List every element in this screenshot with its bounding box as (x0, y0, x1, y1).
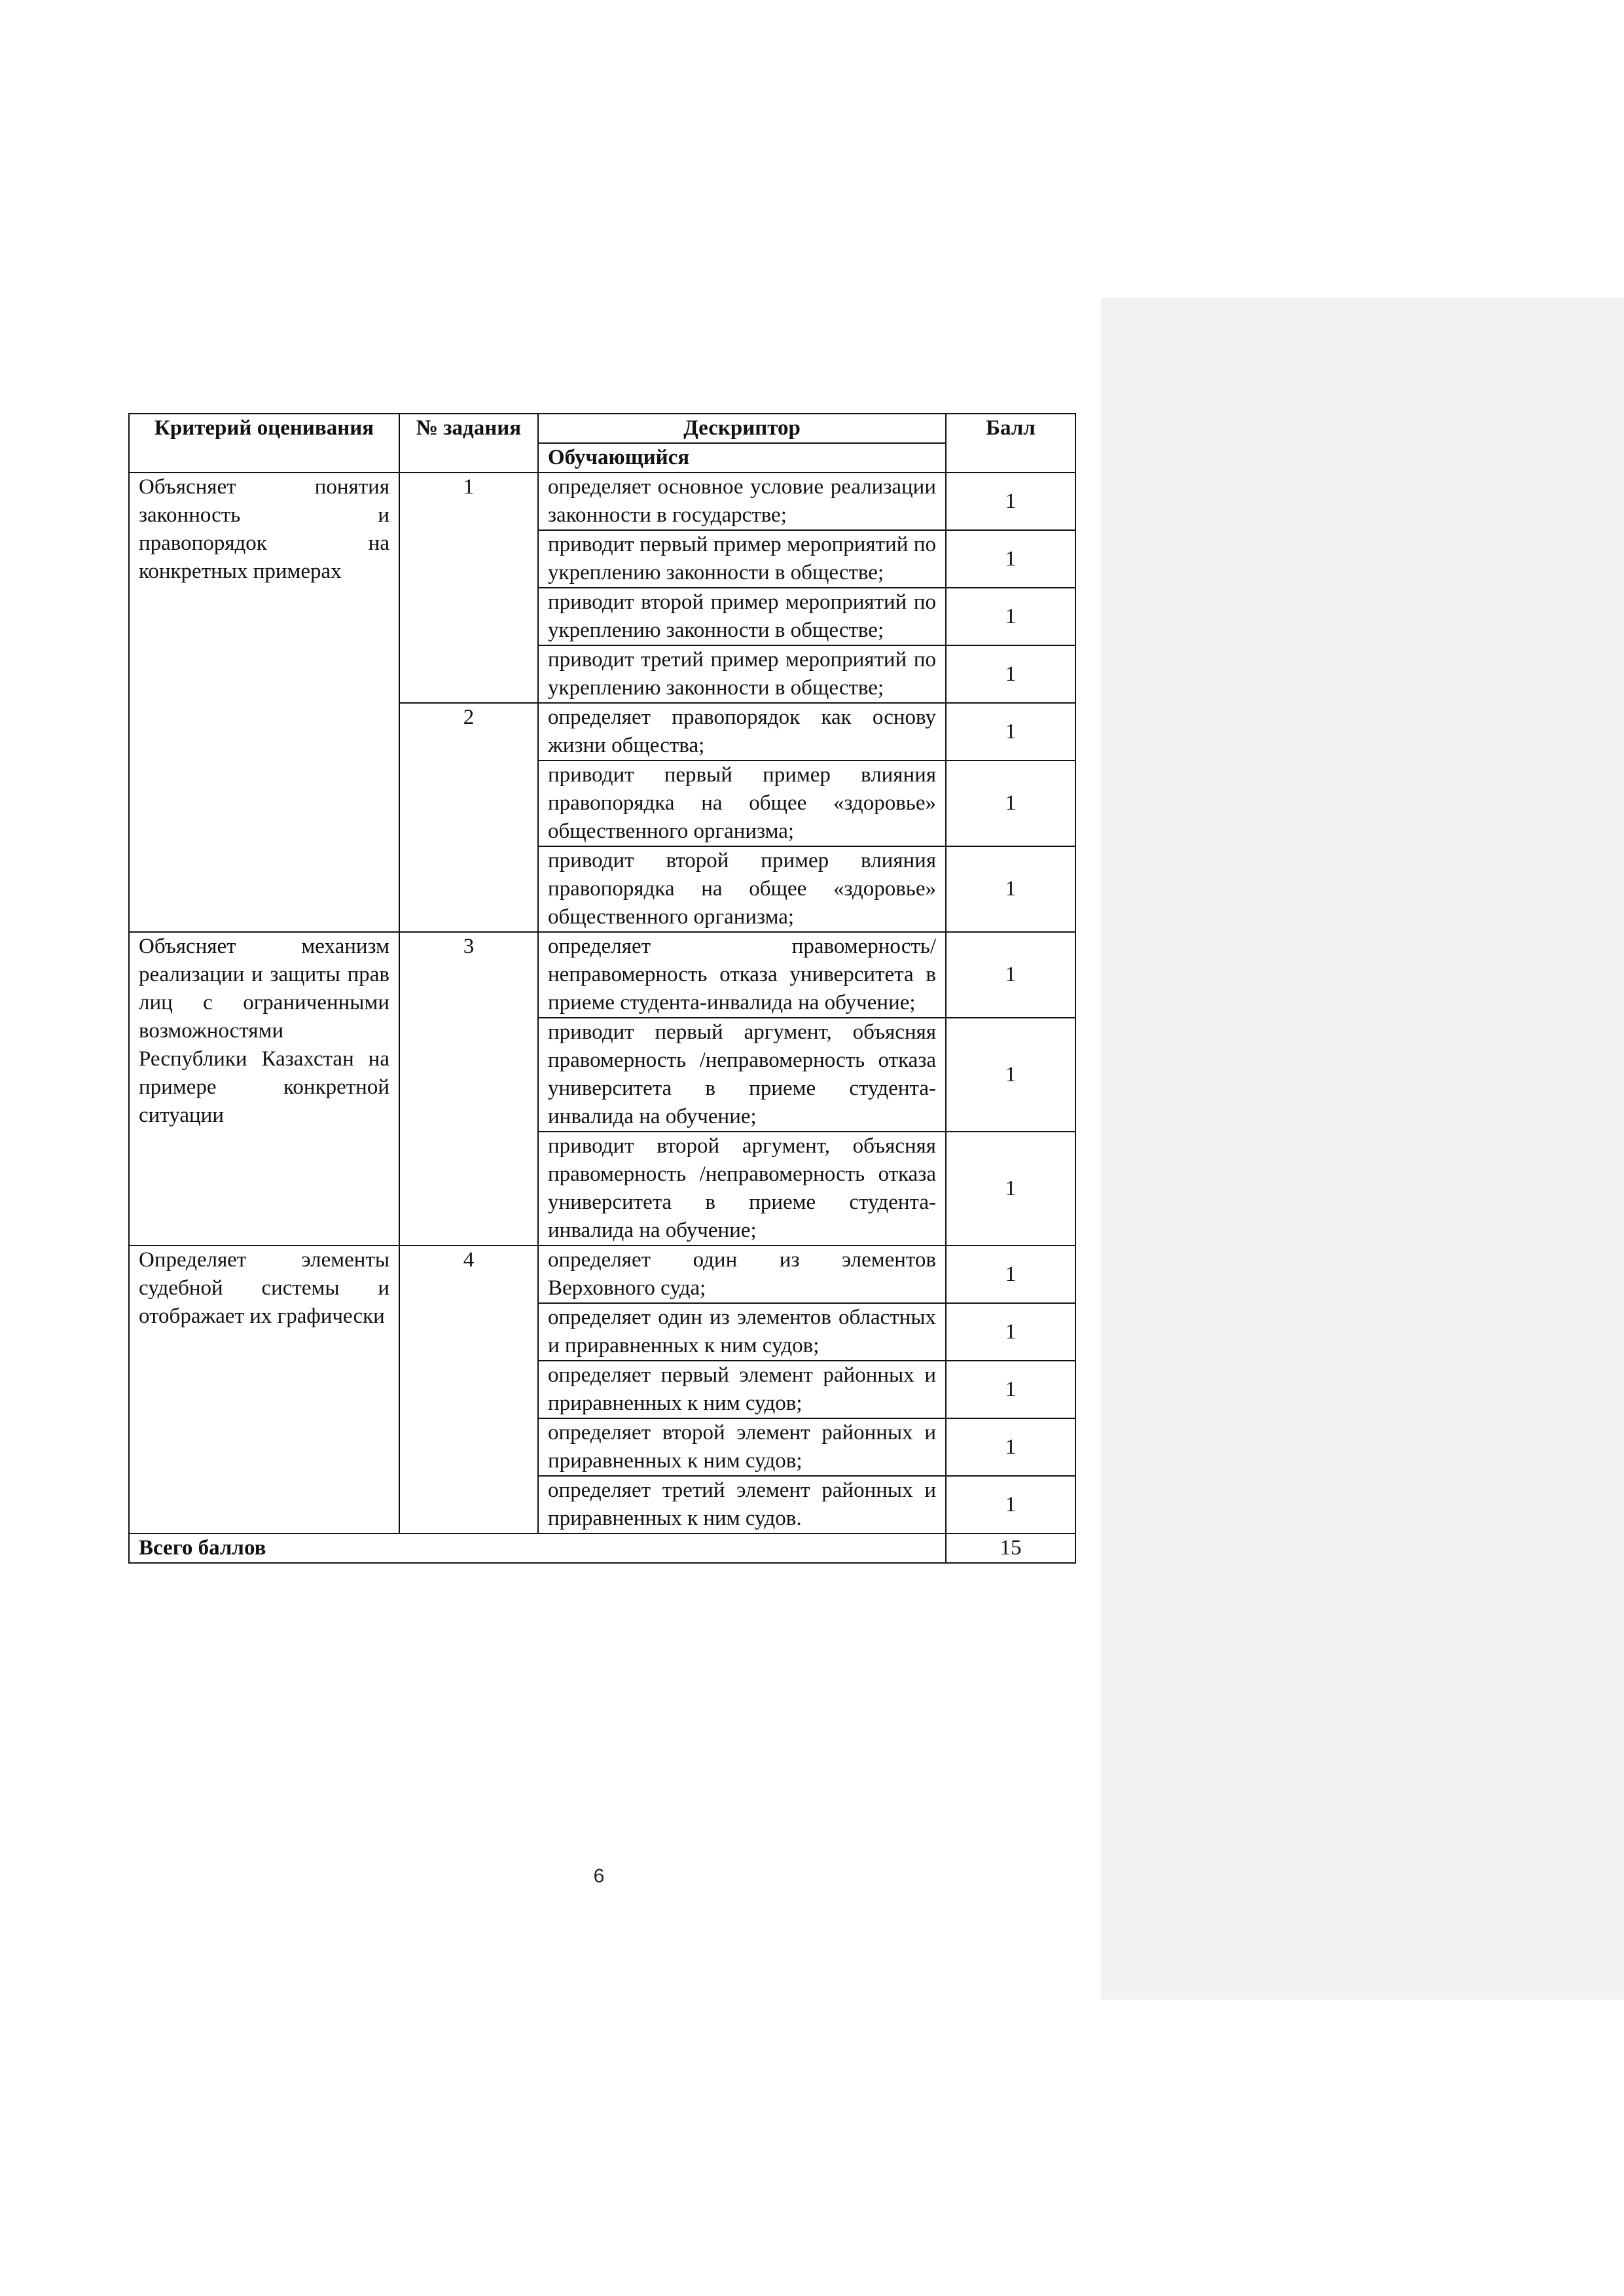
score-cell: 1 (946, 761, 1075, 846)
comment-pane (1101, 298, 1624, 2000)
header-score: Балл (946, 414, 1075, 473)
task-number-cell: 4 (399, 1246, 538, 1534)
task-number-cell: 3 (399, 932, 538, 1246)
score-cell: 1 (946, 1132, 1075, 1246)
table-row (129, 1246, 1075, 1303)
task-number-cell: 1 (399, 473, 538, 703)
task-number-cell: 2 (399, 703, 538, 932)
criterion-cell: Определяет элементы судебной системы и отображает их графически (129, 1246, 399, 1534)
table-row (129, 932, 1075, 1018)
score-cell: 1 (946, 1018, 1075, 1132)
score-cell: 1 (946, 473, 1075, 530)
score-cell: 1 (946, 1418, 1075, 1476)
score-cell: 1 (946, 932, 1075, 1018)
header-row (129, 414, 1075, 443)
total-row (129, 1534, 1075, 1563)
descriptor-cell: определяет третий элемент районных и приравненных к ним судов. (538, 1476, 946, 1534)
header-task-number: № задания (399, 414, 538, 473)
descriptor-cell: определяет второй элемент районных и приравненных к ним судов; (538, 1418, 946, 1476)
score-cell: 1 (946, 1361, 1075, 1418)
descriptor-cell: определяет правопорядок как основу жизни общества; (538, 703, 946, 761)
score-cell: 1 (946, 703, 1075, 761)
score-cell: 1 (946, 1246, 1075, 1303)
descriptor-cell: определяет один из элементов областных и приравненных к ним судов; (538, 1303, 946, 1361)
score-cell: 1 (946, 645, 1075, 703)
descriptor-cell: приводит первый пример влияния правопорядка на общее «здоровье» общественного организма; (538, 761, 946, 846)
total-value: 15 (946, 1534, 1075, 1563)
descriptor-cell: приводит второй пример мероприятий по укреплению законности в обществе; (538, 588, 946, 645)
descriptor-cell: определяет один из элементов Верховного суда; (538, 1246, 946, 1303)
descriptor-cell: приводит третий пример мероприятий по укреплению законности в обществе; (538, 645, 946, 703)
descriptor-cell: определяет правомерность/неправомерность отказа университета в приеме студента-инвалида на обучение; (538, 932, 946, 1018)
criterion-cell: Объясняет механизм реализации и защиты прав лиц с ограниченными возможностями Республики Казахстан на примере конкретной ситуации (129, 932, 399, 1246)
score-cell: 1 (946, 1303, 1075, 1361)
score-cell: 1 (946, 588, 1075, 645)
descriptor-cell: приводит первый аргумент, объясняя правомерность /неправомерность отказа университета в приеме студента-инвалида на обучение; (538, 1018, 946, 1132)
header-descriptor-sub: Обучающийся (538, 443, 946, 473)
page-number: 6 (593, 1865, 605, 1887)
header-criterion: Критерий оценивания (129, 414, 399, 473)
descriptor-cell: приводит первый пример мероприятий по укреплению законности в обществе; (538, 530, 946, 588)
descriptor-cell: приводит второй пример влияния правопорядка на общее «здоровье» общественного организма; (538, 846, 946, 932)
total-label: Всего баллов (129, 1534, 946, 1563)
descriptor-cell: приводит второй аргумент, объясняя правомерность /неправомерность отказа университета в приеме студента-инвалида на обучение; (538, 1132, 946, 1246)
table-row (129, 473, 1075, 530)
descriptor-cell: определяет основное условие реализации законности в государстве; (538, 473, 946, 530)
assessment-rubric-table (128, 413, 1076, 1564)
score-cell: 1 (946, 530, 1075, 588)
score-cell: 1 (946, 846, 1075, 932)
header-descriptor: Дескриптор (538, 414, 946, 443)
descriptor-cell: определяет первый элемент районных и приравненных к ним судов; (538, 1361, 946, 1418)
criterion-cell: Объясняет понятия законность и правопорядок на конкретных примерах (129, 473, 399, 932)
score-cell: 1 (946, 1476, 1075, 1534)
